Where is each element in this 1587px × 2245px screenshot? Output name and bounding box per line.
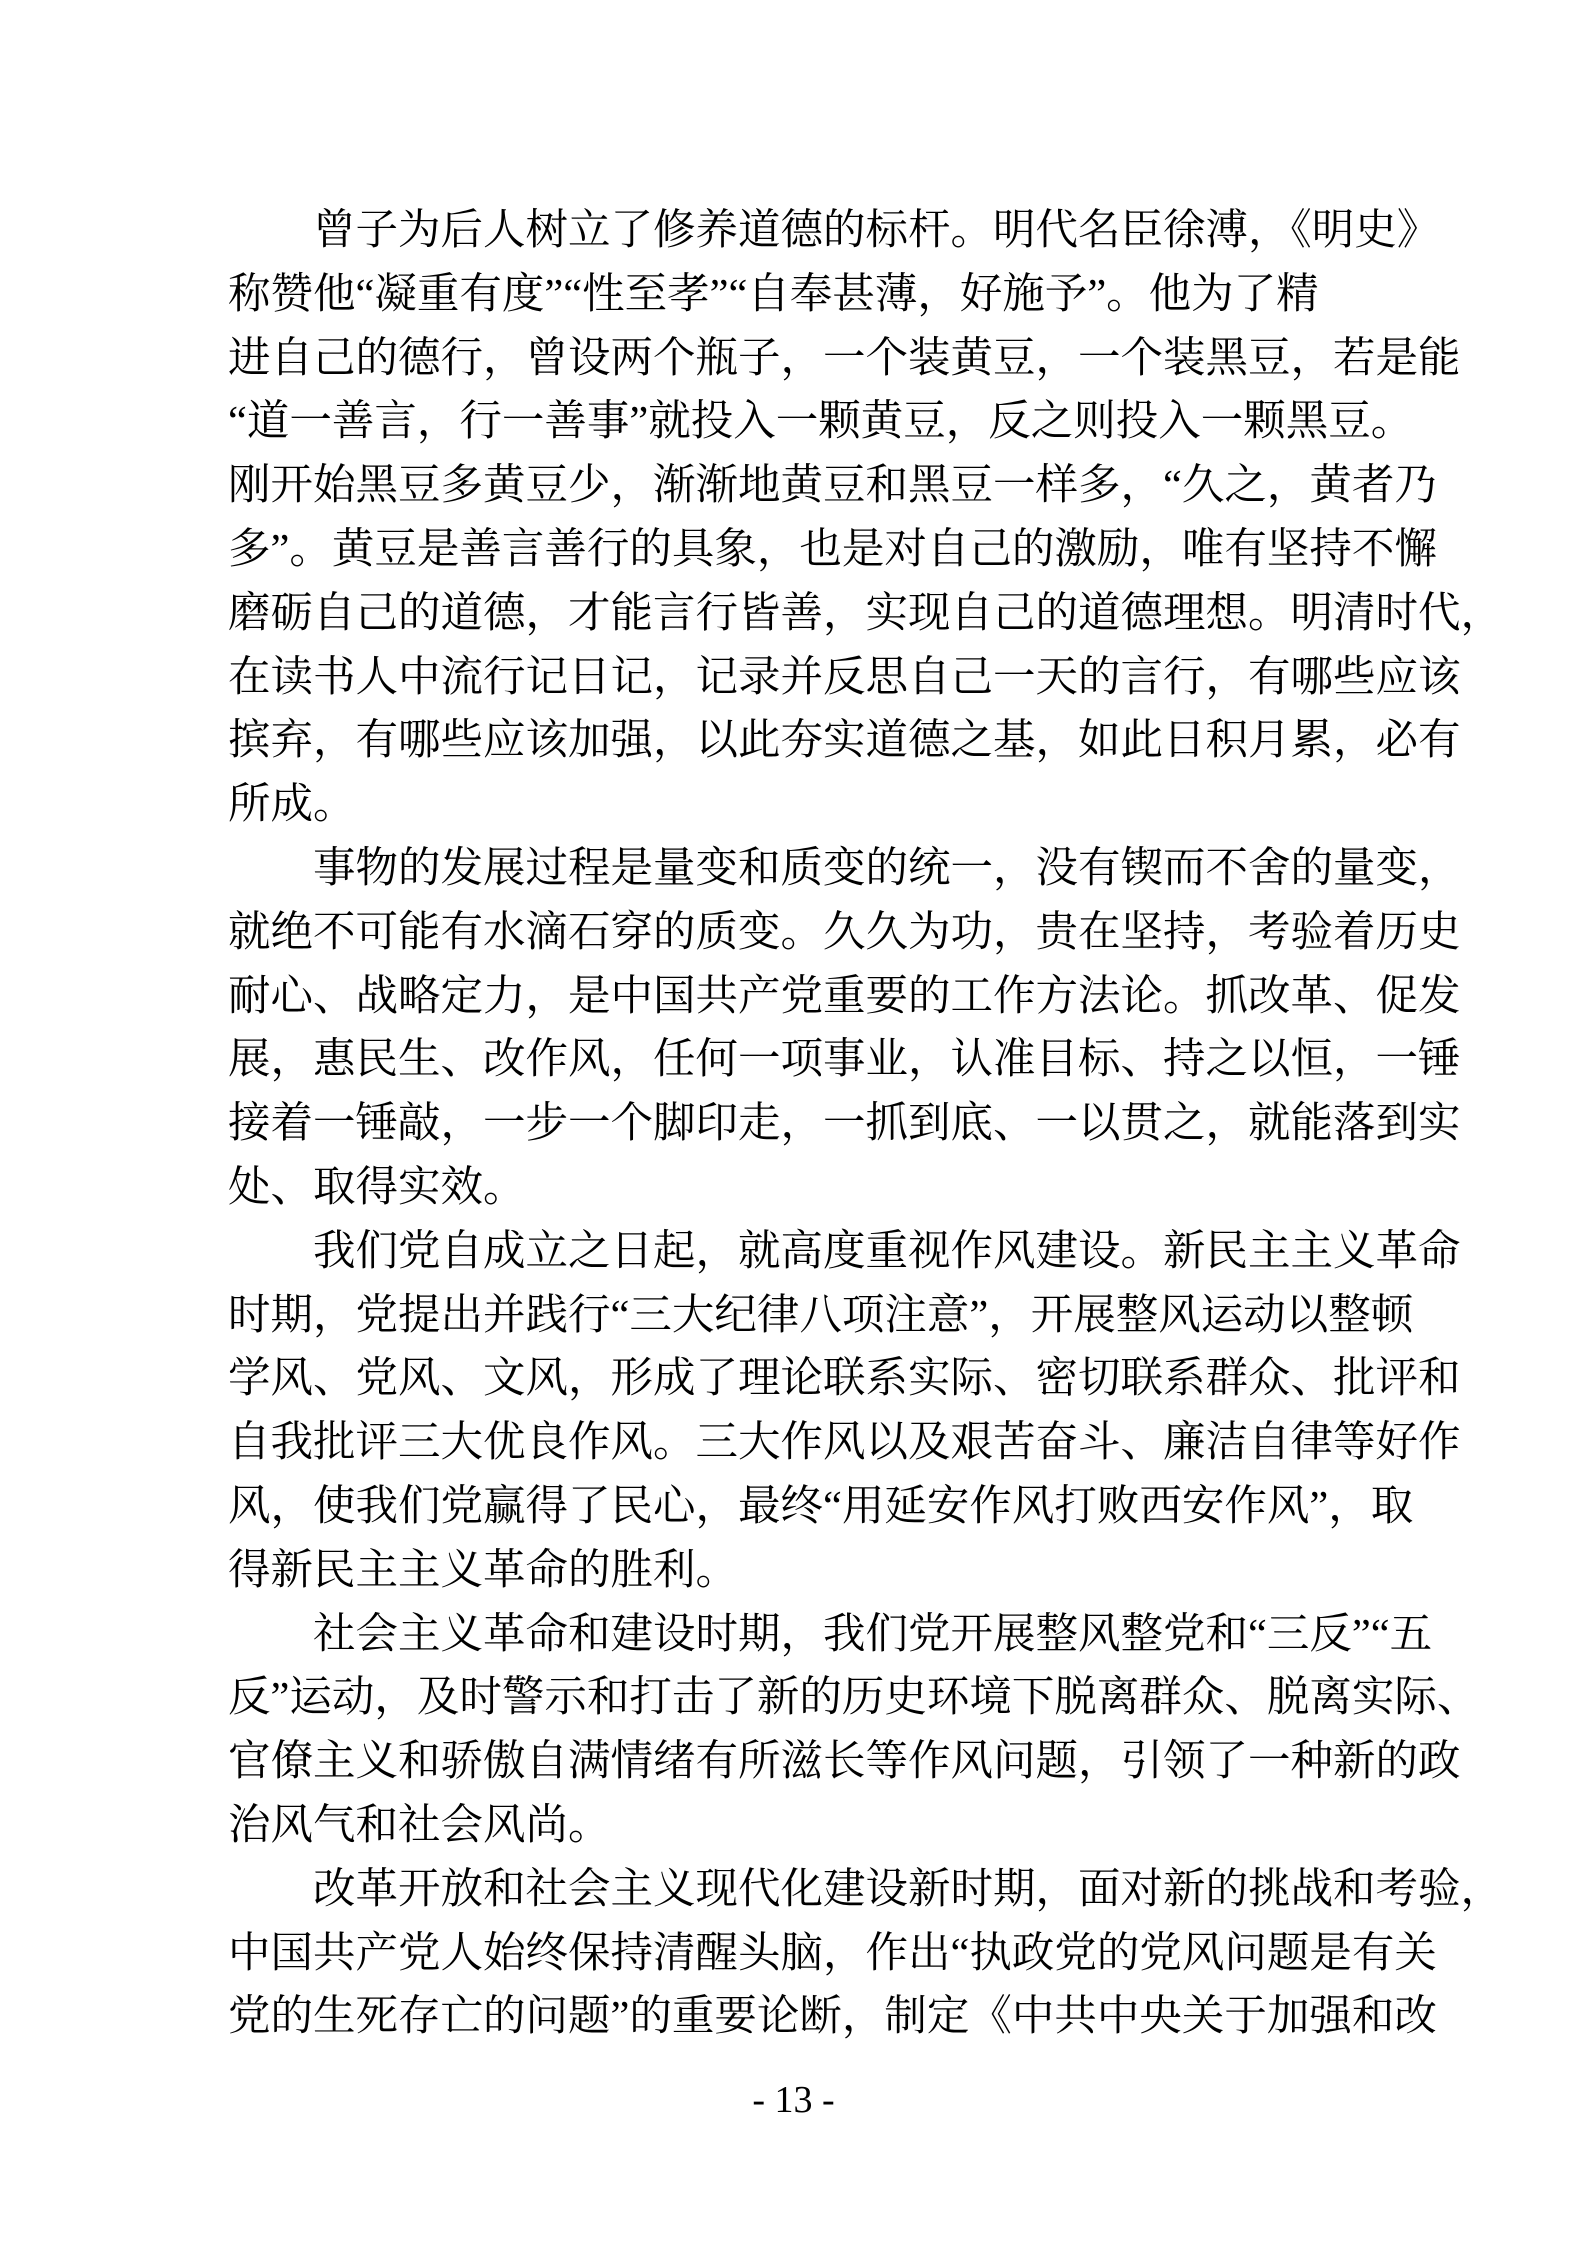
text-line: 磨砺自己的道德，才能言行皆善，实现自己的道德理想。明清时代， (228, 589, 1504, 637)
text-line: 多”。黄豆是善言善行的具象，也是对自己的激励，唯有坚持不懈 (228, 525, 1437, 573)
text-line: 展，惠民生、改作风，任何一项事业，认准目标、持之以恒，一锤 (228, 1036, 1461, 1084)
page-number: - 13 - (752, 2079, 835, 2121)
text-line: 得新民主主义革命的胜利。 (228, 1546, 739, 1594)
text-line: 进自己的德行，曾设两个瓶子，一个装黄豆，一个装黑豆，若是能 (228, 334, 1461, 382)
text-line: 治风气和社会风尚。 (228, 1801, 611, 1849)
text-line: 接着一锤敲，一步一个脚印走，一抓到底、一以贯之，就能落到实 (228, 1100, 1461, 1148)
text-line: 反”运动，及时警示和打击了新的历史环境下脱离群众、脱离实际、 (228, 1674, 1480, 1722)
text-line: 中国共产党人始终保持清醒头脑，作出“执政党的党风问题是有关 (228, 1929, 1437, 1977)
paragraph (228, 1603, 1480, 1858)
text-line: 处、取得实效。 (228, 1163, 526, 1211)
text-line: 称赞他“凝重有度”“性至孝”“自奉甚薄，好施予”。他为了精 (228, 270, 1319, 318)
text-line: 官僚主义和骄傲自满情绪有所滋长等作风问题，引领了一种新的政 (228, 1738, 1461, 1786)
text-line: 刚开始黑豆多黄豆少，渐渐地黄豆和黑豆一样多，“久之，黄者乃 (228, 462, 1437, 510)
text-line: 风，使我们党赢得了民心，最终“用延安作风打败西安作风”，取 (228, 1482, 1414, 1530)
text-line: 摈弃，有哪些应该加强，以此夯实道德之基，如此日积月累，必有 (228, 717, 1461, 765)
text-line: 耐心、战略定力，是中国共产党重要的工作方法论。抓改革、促发 (228, 972, 1461, 1020)
text-line: 自我批评三大优良作风。三大作风以及艰苦奋斗、廉洁自律等好作 (228, 1419, 1461, 1467)
text-line: 曾子为后人树立了修养道德的标杆。明代名臣徐溥，《明史》 (313, 207, 1440, 254)
text-line: 时期，党提出并践行“三大纪律八项注意”，开展整风运动以整顿 (228, 1291, 1414, 1339)
text-line: 学风、党风、文风，形成了理论联系实际、密切联系群众、批评和 (228, 1355, 1461, 1403)
text-line: 事物的发展过程是量变和质变的统一，没有锲而不舍的量变， (313, 844, 1461, 892)
text-line: 所成。 (228, 781, 356, 829)
text-line: 我们党自成立之日起，就高度重视作风建设。新民主主义革命 (313, 1227, 1461, 1275)
paragraph (228, 1858, 1504, 2049)
paragraph (228, 837, 1461, 1220)
text-line: 改革开放和社会主义现代化建设新时期，面对新的挑战和考验， (313, 1865, 1504, 1913)
document-body (228, 199, 1504, 2049)
paragraph (228, 199, 1504, 837)
text-line: 在读书人中流行记日记，记录并反思自己一天的言行，有哪些应该 (228, 653, 1461, 701)
paragraph (228, 1220, 1461, 1603)
text-line: 社会主义革命和建设时期，我们党开展整风整党和“三反”“五 (313, 1610, 1433, 1658)
text-line: 党的生死存亡的问题”的重要论断，制定《中共中央关于加强和改 (228, 1993, 1437, 2041)
text-line: “道一善言，行一善事”就投入一颗黄豆，反之则投入一颗黑豆。 (228, 398, 1414, 446)
text-line: 就绝不可能有水滴石穿的质变。久久为功，贵在坚持，考验着历史 (228, 908, 1461, 956)
